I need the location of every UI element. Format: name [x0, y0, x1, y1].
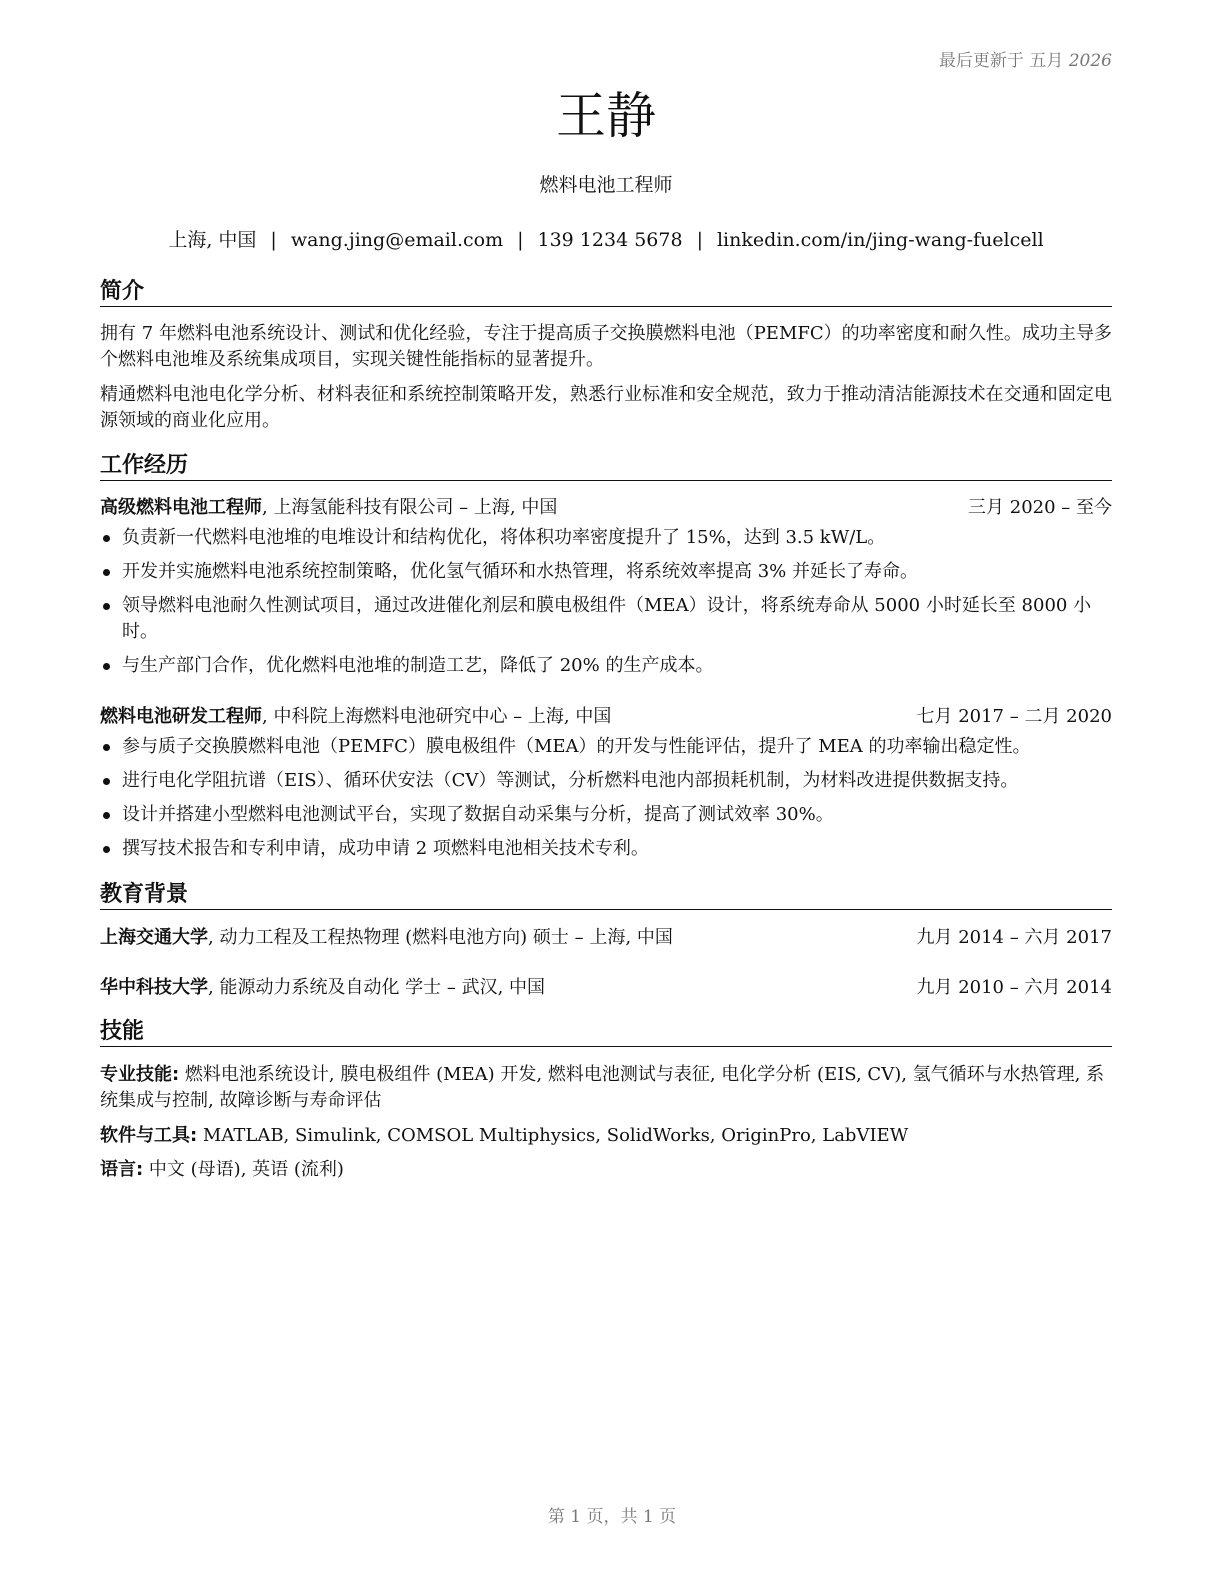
page-number-footer: 第 1 页，共 1 页	[547, 1507, 677, 1527]
list-item: 开发并实施燃料电池系统控制策略，优化氢气循环和水热管理，将系统效率提高 3% 并延长了寿命。	[100, 559, 1112, 585]
section-title-skills: 技能	[100, 1018, 1112, 1047]
education-header	[100, 975, 1112, 1001]
candidate-name: 王静	[556, 87, 656, 145]
summary-paragraph: 拥有 7 年燃料电池系统设计、测试和优化经验，专注于提高质子交换膜燃料电池（PEMFC）的功率密度和耐久性。成功主导多个燃料电池堆及系统集成项目，实现关键性能指标的显著提升。	[100, 323, 1112, 370]
job-entry	[100, 704, 1112, 870]
skill-label: 专业技能:	[100, 1064, 180, 1085]
list-item: 参与质子交换膜燃料电池（PEMFC）膜电极组件（MEA）的开发与性能评估，提升了 MEA 的功率输出稳定性。	[100, 734, 1112, 760]
skill-row	[100, 1123, 1112, 1149]
job-organization: , 上海氢能科技有限公司 – 上海, 中国	[262, 497, 558, 518]
list-item: 进行电化学阻抗谱（EIS）、循环伏安法（CV）等测试，分析燃料电池内部损耗机制，为材料改进提供数据支持。	[100, 768, 1112, 794]
section-title-summary: 简介	[100, 278, 1112, 307]
skill-row	[100, 1062, 1112, 1114]
list-item: 撰写技术报告和专利申请，成功申请 2 项燃料电池相关技术专利。	[100, 836, 1112, 862]
section-title-experience: 工作经历	[100, 452, 1112, 481]
skill-value: 中文 (母语), 英语 (流利)	[143, 1159, 344, 1180]
contact-email[interactable]: wang.jing@email.com	[290, 229, 504, 251]
summary-paragraph: 精通燃料电池电化学分析、材料表征和系统控制策略开发，熟悉行业标准和安全规范，致力于推动清洁能源技术在交通和固定电源领域的商业化应用。	[100, 384, 1112, 431]
skill-value: MATLAB, Simulink, COMSOL Multiphysics, SolidWorks, OriginPro, LabVIEW	[197, 1125, 909, 1146]
section-title-education: 教育背景	[100, 881, 1112, 910]
job-header	[100, 495, 1112, 521]
contact-separator: |	[270, 229, 277, 251]
job-entry	[100, 495, 1112, 687]
list-item: 与生产部门合作，优化燃料电池堆的制造工艺，降低了 20% 的生产成本。	[100, 653, 1112, 679]
job-bullets	[100, 734, 1112, 862]
contact-separator: |	[696, 229, 703, 251]
education-dates: 九月 2010 – 六月 2014	[916, 977, 1112, 998]
skill-label: 软件与工具:	[100, 1125, 198, 1146]
job-organization: , 中科院上海燃料电池研究中心 – 上海, 中国	[262, 706, 612, 727]
job-position: 高级燃料电池工程师	[100, 497, 262, 518]
contact-line	[100, 225, 1112, 252]
education-entry	[100, 975, 1112, 1001]
list-item: 负责新一代燃料电池堆的电堆设计和结构优化，将体积功率密度提升了 15%，达到 3.5 kW/L。	[100, 525, 1112, 551]
school-detail: , 动力工程及工程热物理 (燃料电池方向) 硕士 – 上海, 中国	[208, 927, 673, 948]
candidate-role: 燃料电池工程师	[539, 174, 673, 196]
education-dates: 九月 2014 – 六月 2017	[916, 927, 1112, 948]
school-name: 上海交通大学	[100, 927, 208, 948]
job-position: 燃料电池研发工程师	[100, 706, 262, 727]
education-entry	[100, 925, 1112, 951]
contact-linkedin[interactable]: linkedin.com/in/jing-wang-fuelcell	[716, 229, 1044, 251]
skill-row	[100, 1157, 1112, 1183]
skill-value: 燃料电池系统设计, 膜电极组件 (MEA) 开发, 燃料电池测试与表征, 电化学分析 (EIS, CV), 氢气循环与水热管理, 系统集成与控制, 故障诊断与寿命评估	[100, 1064, 1105, 1111]
job-bullets	[100, 525, 1112, 679]
school-name: 华中科技大学	[100, 977, 208, 998]
contact-location: 上海, 中国	[168, 229, 257, 251]
job-dates: 七月 2017 – 二月 2020	[916, 706, 1112, 727]
job-header	[100, 704, 1112, 730]
last-updated: 最后更新于 五月 2026	[938, 51, 1112, 71]
contact-phone: 139 1234 5678	[537, 229, 683, 251]
list-item: 领导燃料电池耐久性测试项目，通过改进催化剂层和膜电极组件（MEA）设计，将系统寿命从 5000 小时延长至 8000 小时。	[100, 593, 1112, 645]
school-detail: , 能源动力系统及自动化 学士 – 武汉, 中国	[208, 977, 546, 998]
contact-separator: |	[517, 229, 524, 251]
education-header	[100, 925, 1112, 951]
job-dates: 三月 2020 – 至今	[968, 497, 1112, 518]
skill-label: 语言:	[100, 1159, 144, 1180]
resume-page	[100, 0, 1112, 1584]
list-item: 设计并搭建小型燃料电池测试平台，实现了数据自动采集与分析，提高了测试效率 30%。	[100, 802, 1112, 828]
